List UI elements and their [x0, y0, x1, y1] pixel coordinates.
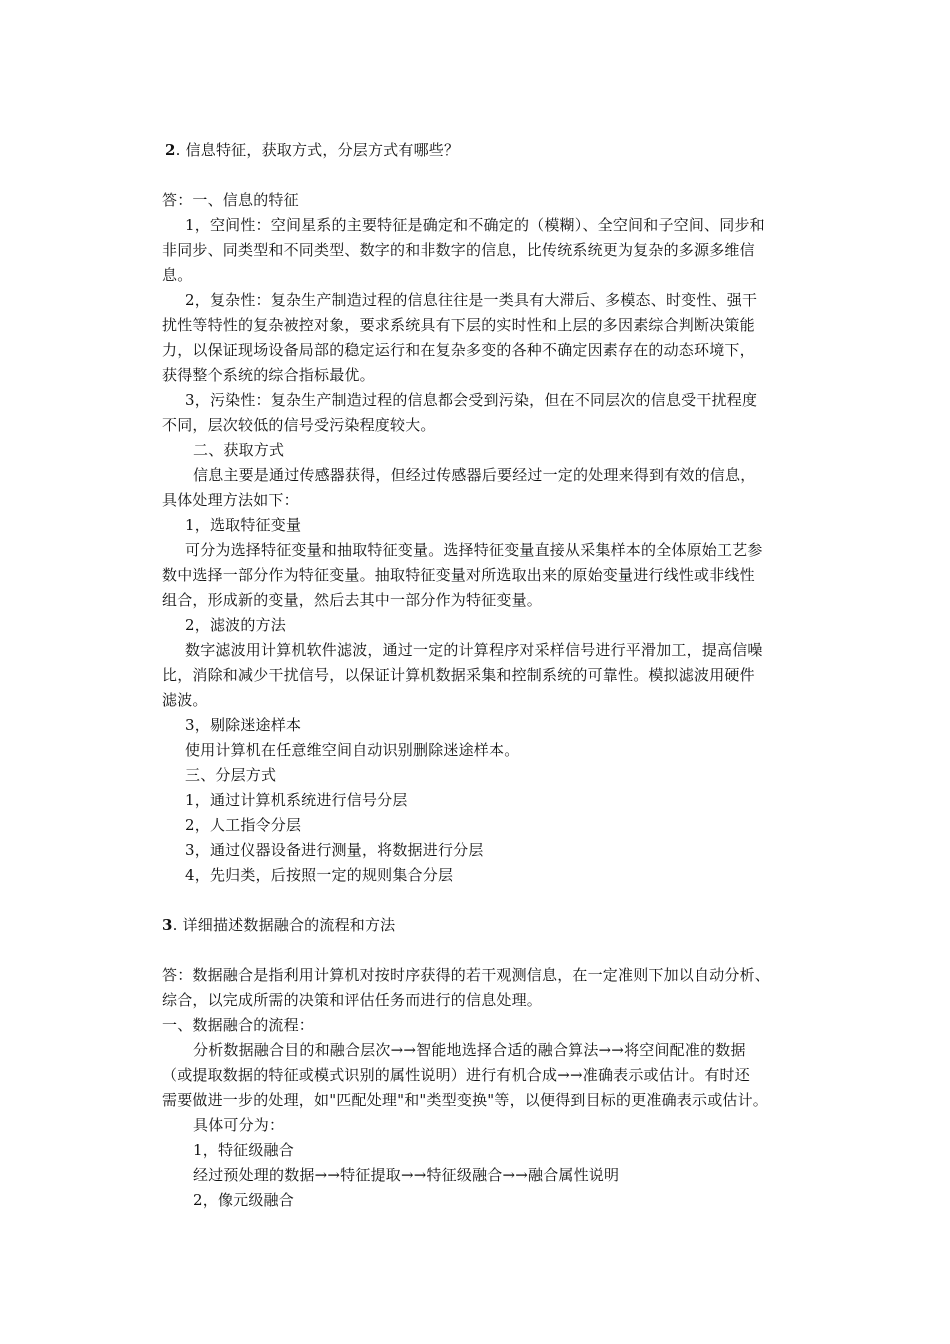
- paragraph-line: 滤波。: [162, 691, 208, 709]
- paragraph-line: 扰性等特性的复杂被控对象，要求系统具有下层的实时性和上层的多因素综合判断决策能: [162, 316, 755, 334]
- subsection-title: 2，滤波的方法: [185, 616, 286, 634]
- question-3-heading: [162, 915, 395, 935]
- paragraph-line: 获得整个系统的综合指标最优。: [162, 366, 375, 384]
- paragraph-line: 组合，形成新的变量，然后去其中一部分作为特征变量。: [162, 591, 543, 609]
- list-item: 4，先归类，后按照一定的规则集合分层: [185, 866, 454, 884]
- subsection-title: 1，选取特征变量: [185, 516, 302, 534]
- answer-intro: 答：一、信息的特征: [162, 191, 299, 209]
- section-title: 三、分层方式: [185, 766, 277, 784]
- question-2-heading: [165, 140, 459, 160]
- question-number: 2: [165, 141, 176, 159]
- subsection-title: 2，像元级融合: [193, 1191, 294, 1209]
- paragraph-line: 综合，以完成所需的决策和评估任务而进行的信息处理。: [162, 991, 543, 1009]
- subsection-title: 1，特征级融合: [193, 1141, 294, 1159]
- question-title: . 详细描述数据融合的流程和方法: [172, 916, 396, 934]
- question-title: . 信息特征，获取方式，分层方式有哪些？: [175, 141, 460, 159]
- paragraph-line: 需要做进一步的处理，如"匹配处理"和"类型变换"等，以便得到目标的更准确表示或估计。: [162, 1091, 769, 1109]
- paragraph-line: 分析数据融合目的和融合层次→→智能地选择合适的融合算法→→将空间配准的数据: [193, 1041, 746, 1059]
- list-item: 1，通过计算机系统进行信号分层: [185, 791, 408, 809]
- paragraph-line: （或提取数据的特征或模式识别的属性说明）进行有机合成→→准确表示或估计。有时还: [162, 1066, 750, 1084]
- question-number: 3: [162, 916, 173, 934]
- paragraph-line: 可分为选择特征变量和抽取特征变量。选择特征变量直接从采集样本的全体原始工艺参: [185, 541, 763, 559]
- paragraph-line: 数字滤波用计算机软件滤波，通过一定的计算程序对采样信号进行平滑加工，提高信噪: [185, 641, 763, 659]
- list-item: 3，通过仪器设备进行测量，将数据进行分层: [185, 841, 484, 859]
- paragraph-line: 数中选择一部分作为特征变量。抽取特征变量对所选取出来的原始变量进行线性或非线性: [162, 566, 755, 584]
- paragraph-line: 2，复杂性：复杂生产制造过程的信息往往是一类具有大滞后、多模态、时变性、强干: [185, 291, 758, 309]
- paragraph-line: 3，污染性：复杂生产制造过程的信息都会受到污染，但在不同层次的信息受干扰程度: [185, 391, 758, 409]
- section-title: 二、获取方式: [193, 441, 285, 459]
- section-title: 一、数据融合的流程：: [162, 1016, 315, 1034]
- paragraph-line: 具体处理方法如下：: [162, 491, 299, 509]
- paragraph-line: 息。: [162, 266, 193, 284]
- paragraph-line: 使用计算机在任意维空间自动识别删除迷途样本。: [185, 741, 520, 759]
- paragraph-line: 经过预处理的数据→→特征提取→→特征级融合→→融合属性说明: [193, 1166, 620, 1184]
- paragraph-line: 比，消除和减少干扰信号，以保证计算机数据采集和控制系统的可靠性。模拟滤波用硬件: [162, 666, 755, 684]
- subsection-title: 3，剔除迷途样本: [185, 716, 302, 734]
- paragraph-line: 1，空间性：空间星系的主要特征是确定和不确定的（模糊）、全空间和子空间、同步和: [185, 216, 765, 234]
- paragraph-line: 不同，层次较低的信号受污染程度较大。: [162, 416, 436, 434]
- paragraph-line: 非同步、同类型和不同类型、数字的和非数字的信息，比传统系统更为复杂的多源多维信: [162, 241, 755, 259]
- paragraph-line: 力，以保证现场设备局部的稳定运行和在复杂多变的各种不确定因素存在的动态环境下，: [162, 341, 755, 359]
- paragraph-line: 信息主要是通过传感器获得，但经过传感器后要经过一定的处理来得到有效的信息，: [193, 466, 756, 484]
- paragraph-line: 具体可分为：: [193, 1116, 285, 1134]
- paragraph-line: 答：数据融合是指利用计算机对按时序获得的若干观测信息，在一定准则下加以自动分析、: [162, 966, 771, 984]
- list-item: 2，人工指令分层: [185, 816, 302, 834]
